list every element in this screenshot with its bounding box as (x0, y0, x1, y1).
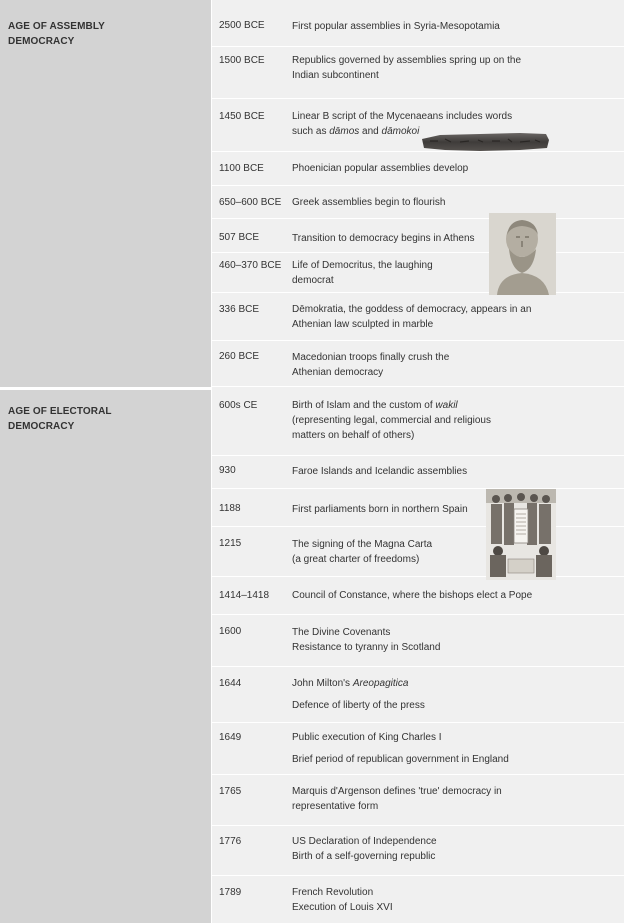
row-date: 507 BCE (219, 232, 260, 243)
timeline-row (212, 152, 624, 186)
timeline-row (212, 293, 624, 341)
timeline-row (212, 390, 624, 456)
row-event: First parliaments born in northern Spain (292, 504, 468, 515)
age-electoral-panel (0, 390, 211, 923)
row-date: 1500 BCE (219, 55, 265, 66)
timeline-row (212, 186, 624, 219)
age-electoral-title: AGE OF ELECTORAL DEMOCRACY (8, 406, 112, 432)
row-event: Linear B script of the Mycenaeans includes words such as dāmos and dāmokoi (292, 111, 513, 137)
row-date: 650–600 BCE (219, 197, 282, 208)
row-date: 1450 BCE (219, 111, 265, 122)
row-event: Republics governed by assemblies spring up on the Indian subcontinent (292, 55, 522, 81)
row-event: Phoenician popular assemblies develop (292, 163, 469, 174)
row-date: 1215 (219, 538, 242, 549)
row-date: 1414–1418 (219, 590, 270, 601)
timeline-row (212, 615, 624, 667)
row-event: Birth of Islam and the custom of wakil (representing legal, commercial and religious matters on behalf of others) (292, 400, 491, 441)
row-date: 1188 (219, 503, 241, 514)
row-date: 2500 BCE (219, 20, 265, 31)
row-event: Council of Constance, where the bishops elect a Pope (292, 590, 533, 601)
timeline-row (212, 219, 624, 253)
timeline-row (212, 577, 624, 615)
row-date: 336 BCE (219, 304, 260, 315)
row-date: 1776 (219, 836, 242, 847)
row-date: 1600 (219, 626, 242, 637)
linear-b-tablet-image (420, 131, 550, 153)
row-date: 930 (219, 465, 236, 476)
row-date: 1649 (219, 732, 242, 743)
timeline-row (212, 99, 624, 152)
row-date: 460–370 BCE (219, 260, 282, 271)
row-event: Public execution of King Charles I Brief period of republican government in England (292, 732, 509, 765)
row-event: French Revolution Execution of Louis XVI (292, 887, 393, 913)
row-date: 1100 BCE (219, 163, 264, 174)
row-event: John Milton's Areopagitica Defence of liberty of the press (292, 678, 425, 711)
timeline-row (212, 826, 624, 876)
timeline-row (212, 4, 624, 47)
row-event: The Divine Covenants Resistance to tyranny in Scotland (292, 627, 441, 653)
row-date: 1644 (219, 678, 242, 689)
row-date: 260 BCE (219, 351, 260, 362)
timeline-row (212, 723, 624, 775)
row-event: The signing of the Magna Carta (a great charter of freedoms) (292, 539, 433, 565)
row-event: US Declaration of Independence Birth of a self-governing republic (292, 836, 437, 862)
timeline-row (212, 341, 624, 387)
row-event: Macedonian troops finally crush the Athenian democracy (292, 352, 450, 378)
timeline-row (212, 667, 624, 723)
row-event: Greek assemblies begin to flourish (292, 197, 446, 208)
timeline-row (212, 775, 624, 826)
row-date: 600s CE (219, 400, 258, 411)
row-event: Transition to democracy begins in Athens (292, 233, 475, 244)
age-assembly-title: AGE OF ASSEMBLY DEMOCRACY (8, 21, 105, 47)
row-date: 1789 (219, 887, 242, 898)
timeline-row (212, 456, 624, 489)
council-bishops-image (486, 489, 556, 580)
row-event: Dēmokratia, the goddess of democracy, appears in an Athenian law sculpted in marble (292, 304, 532, 330)
timeline-row (212, 876, 624, 923)
row-event: Marquis d'Argenson defines 'true' democracy in representative form (292, 786, 502, 812)
timeline-row (212, 527, 624, 577)
row-event: Life of Democritus, the laughing democrat (292, 260, 433, 286)
age-assembly-panel (0, 0, 211, 387)
timeline-row (212, 253, 624, 293)
timeline-row (212, 489, 624, 527)
timeline-row (212, 47, 624, 99)
row-date: 1765 (219, 786, 242, 797)
democritus-bust-image (489, 213, 556, 295)
row-event: First popular assemblies in Syria-Mesopotamia (292, 21, 500, 32)
row-event: Faroe Islands and Icelandic assemblies (292, 466, 468, 477)
